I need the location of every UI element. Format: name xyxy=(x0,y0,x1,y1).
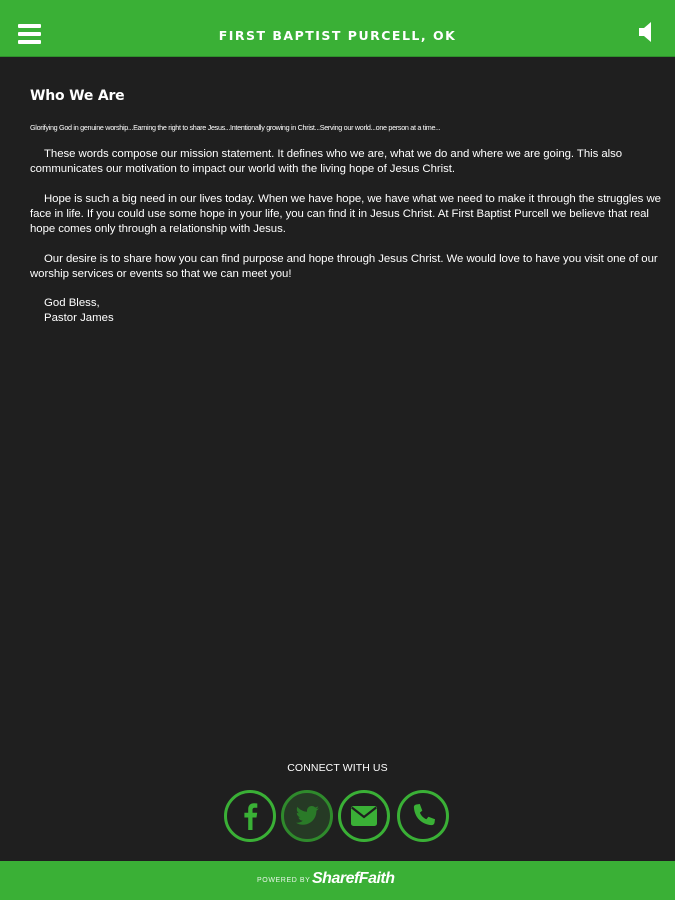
powered-by-label: POWERED BY xyxy=(257,877,311,884)
phone-icon xyxy=(400,793,446,839)
signature-text: Pastor James xyxy=(44,312,114,324)
twitter-button[interactable] xyxy=(281,790,333,842)
page-title: Who We Are xyxy=(30,88,125,104)
sharefaith-logo[interactable]: SharefFaith xyxy=(312,870,395,887)
facebook-button[interactable] xyxy=(224,790,276,842)
phone-button[interactable] xyxy=(397,790,449,842)
connect-with-us-label: CONNECT WITH US xyxy=(287,762,388,774)
twitter-icon xyxy=(284,793,330,839)
closing-text: God Bless, xyxy=(44,297,100,309)
mission-tagline: Glorifying God in genuine worship...Earning the right to share Jesus...Intentionally growing in Christ...Serving our world...one person at a time... xyxy=(30,123,441,132)
footer-bar xyxy=(0,861,675,900)
paragraph-hope: Hope is such a big need in our lives today. When we have hope, we have what we need to make it through the struggles we face in life. If you could use some hope in your life, you can find it in Jesus Christ. At First Baptist Purcell we believe that real hope comes only through a relationship with Jesus. xyxy=(30,193,661,235)
paragraph-desire: Our desire is to share how you can find purpose and hope through Jesus Christ. We would love to have you visit one of our worship services or events so that we can meet you! xyxy=(30,253,658,280)
email-icon xyxy=(341,793,387,839)
paragraph-mission: These words compose our mission statement. It defines who we are, what we do and where we are going. This also communicates our motivation to impact our world with the living hope of Jesus Christ. xyxy=(30,148,623,175)
signoff xyxy=(44,296,662,326)
speaker-icon[interactable] xyxy=(637,20,657,44)
top-app-bar xyxy=(0,0,675,57)
email-button[interactable] xyxy=(338,790,390,842)
main-content xyxy=(30,86,662,326)
facebook-icon xyxy=(227,793,273,839)
app-title: FIRST BAPTIST PURCELL, OK xyxy=(218,28,457,43)
